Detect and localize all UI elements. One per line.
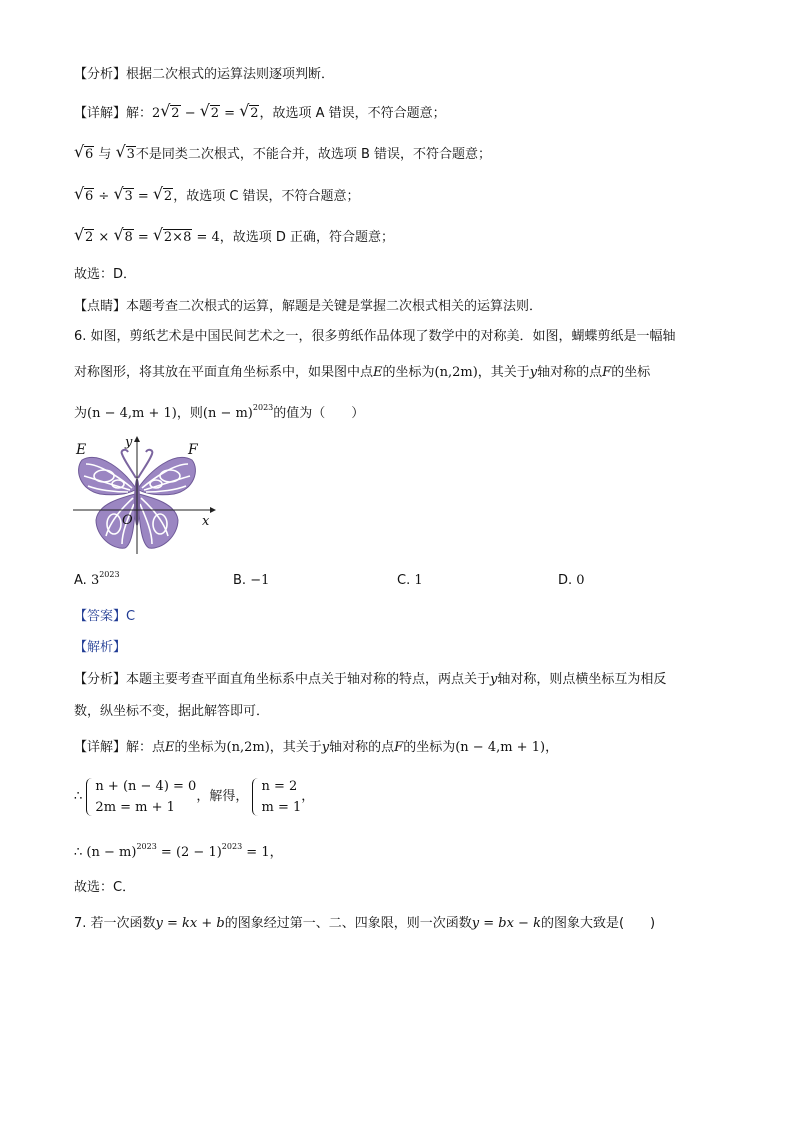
detail-1-line-b: √ 6 与 √ 3不是同类二次根式，不能合并，故选项 B 错误，不符合题意； (74, 145, 491, 165)
analysis-2-line-1: 【分析】本题主要考查平面直角坐标系中点关于轴对称的特点，两点关于y轴对称，则点横坐标互为相反 (74, 672, 667, 687)
expr-b-sqrt3: √ 3 (117, 145, 136, 165)
y-axis-arrow (134, 436, 140, 442)
choose-2: 故选：C． (74, 880, 136, 895)
detail-1-line-d: √ 2 × √ 8 = √ 2×8 = 4，故选项 D 正确，符合题意； (74, 228, 394, 248)
detail-1-prefix: 【详解】解： (74, 106, 153, 121)
analysis-1: 【分析】根据二次根式的运算法则逐项判断． (74, 67, 335, 82)
coord-f: (n − 4,m + 1) (87, 406, 177, 421)
expr-c: √ 6 ÷ √ 3 = √ 2 (74, 189, 173, 204)
expr-b-sqrt6: √ 6 (75, 145, 94, 165)
expr-a: 2√ 2 − √ 2 = √ 2 (152, 106, 259, 121)
detail-2-line-1: 【详解】解：点E的坐标为(n,2m)，其关于y轴对称的点F的坐标为(n − 4,m + 1)， (74, 740, 559, 755)
butterfly-figure (70, 432, 220, 557)
q6-line-2: 对称图形，将其放在平面直角坐标系中，如果图中点E的坐标为(n,2m)，其关于y轴对称的点F的坐标 (74, 365, 651, 380)
expr-d: √ 2 × √ 8 = √ 2×8 = 4 (74, 230, 220, 245)
label-x: x (202, 514, 210, 529)
equation-system-2: n = 2 m = 1 (252, 776, 301, 818)
right-lower-wing (138, 494, 178, 548)
choose-1: 故选：D． (74, 267, 137, 282)
label-o: O (122, 513, 133, 528)
x-axis-arrow (210, 507, 216, 513)
detail-2-system: ∴ n + (n − 4) = 0 2m = m + 1 ，解得， n = 2 m = 1 ， (74, 774, 314, 820)
option-b: B. −1 (233, 573, 270, 588)
detail-1-line-c: √ 6 ÷ √ 3 = √ 2，故选项 C 错误，不符合题意； (74, 187, 360, 207)
q6-line-1: 6. 如图，剪纸艺术是中国民间艺术之一，很多剪纸作品体现了数学中的对称美．如图，蝴蝶剪纸是一幅轴 (74, 329, 676, 344)
detail-2-result: ∴ $(n - m)^{2023} = (2 - 1)^{2023} = 1$， (74, 842, 283, 860)
equation-system-1: n + (n − 4) = 0 2m = m + 1 (86, 776, 196, 818)
option-a: A. $3^{2023}$ (74, 570, 120, 588)
q7-line-1: 7. 若一次函数y = kx + b的图象经过第一、二、四象限，则一次函数y = bx − k的图象大致是( ) (74, 916, 656, 931)
jiexi: 【解析】 (74, 640, 127, 655)
detail-1-line-a: 【详解】解：2√ 2 − √ 2 = √ 2，故选项 A 错误，不符合题意； (74, 104, 446, 124)
label-e: E (76, 442, 87, 458)
q6-line-3: 为(n − 4,m + 1)，则$(n - m)^{2023}$的值为（ ） (74, 403, 365, 421)
coord-e: (n,2m) (434, 365, 478, 380)
label-y: y (125, 435, 133, 450)
expr-power: $(n - m)^{2023}$ (202, 403, 274, 421)
option-d: D. 0 (558, 573, 585, 588)
comment-1: 【点睛】本题考查二次根式的运算，解题是关键是掌握二次根式相关的运算法则． (74, 299, 543, 314)
label-f: F (188, 442, 198, 458)
option-c: C. 1 (397, 573, 423, 588)
analysis-2-line-2: 数，纵坐标不变，据此解答即可． (74, 704, 270, 719)
answer: 【答案】C (74, 609, 136, 624)
